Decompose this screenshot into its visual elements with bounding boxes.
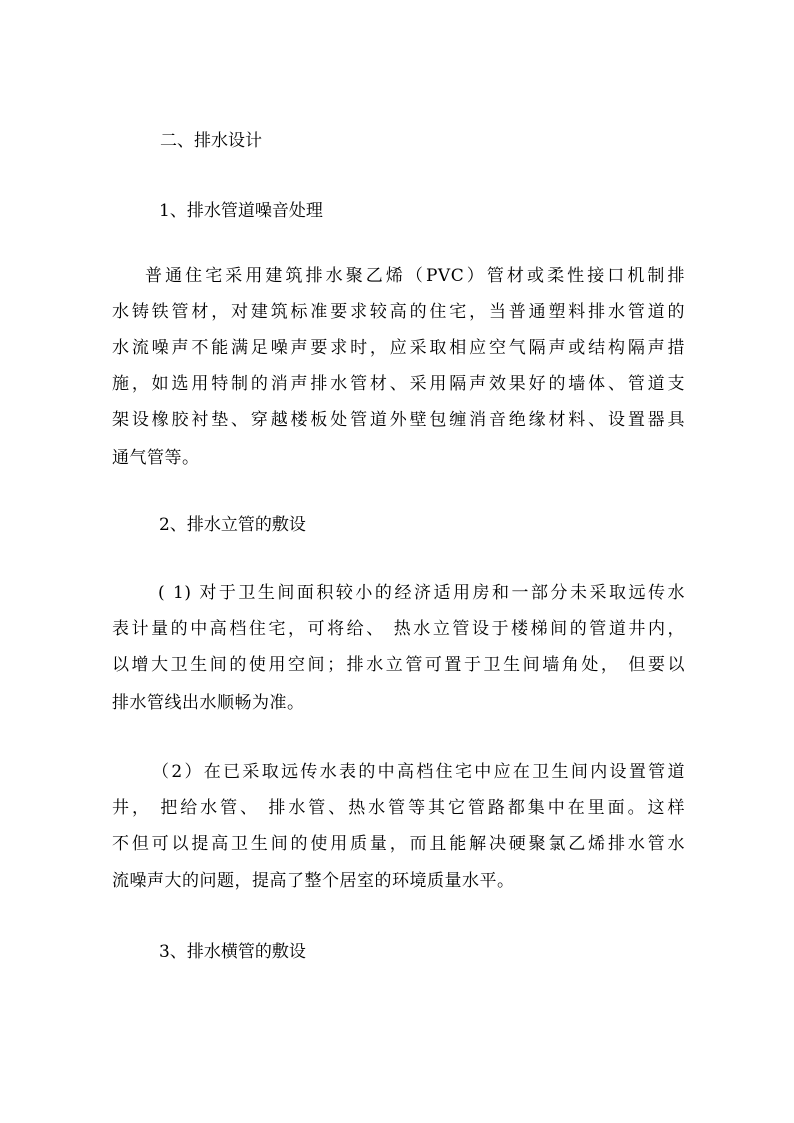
paragraph-line: 不但可以提高卫生间的使用质量，而且能解决硬聚氯乙烯排水管水 [112,834,685,854]
paragraph-line: 普通住宅采用建筑排水聚乙烯（PVC）管材或柔性接口机制排 [145,266,685,286]
paragraph-line: 排水管线出水顺畅为准。 [112,693,305,713]
section-title: 二、排水设计 [160,131,262,151]
paragraph-line: （2）在已采取远传水表的中高档住宅中应在卫生间内设置管道 [152,762,685,782]
subsection-1-title: 1、排水管道噪音处理 [159,201,323,221]
subsection-2-title: 2、排水立管的敷设 [159,515,306,535]
paragraph-line: 水铸铁管材，对建筑标准要求较高的住宅，当普通塑料排水管道的 [112,302,685,322]
paragraph-line: 以增大卫生间的使用空间；排水立管可置于卫生间墙角处， 但要以 [112,655,685,675]
subsection-3-title: 3、排水横管的敷设 [159,942,306,962]
paragraph-line: 表计量的中高档住宅，可将给、 热水立管设于楼梯间的管道井内， [112,619,685,639]
paragraph-line: 施，如选用特制的消声排水管材、采用隔声效果好的墙体、管道支 [112,374,685,394]
paragraph-line: ( 1) 对于卫生间面积较小的经济适用房和一部分未采取远传水 [158,583,685,603]
paragraph-line: 流噪声大的问题，提高了整个居室的环境质量水平。 [112,871,515,891]
paragraph-line: 架设橡胶衬垫、穿越楼板处管道外壁包缠消音绝缘材料、设置器具 [112,410,685,430]
paragraph-line: 水流噪声不能满足噪声要求时，应采取相应空气隔声或结构隔声措 [112,338,685,358]
paragraph-line: 通气管等。 [112,448,200,468]
paragraph-line: 井， 把给水管、 排水管、热水管等其它管路都集中在里面。这样 [112,798,685,818]
